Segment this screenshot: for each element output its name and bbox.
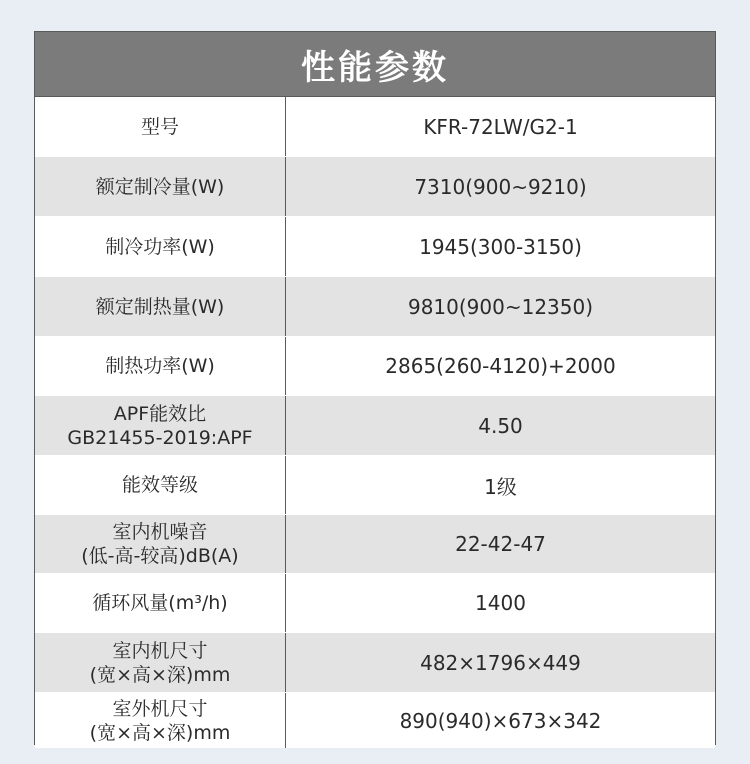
table-row — [35, 97, 715, 157]
row-value: 1400 — [475, 591, 526, 615]
label-line: 制热功率(W) — [105, 355, 215, 377]
label-line: APF能效比 — [113, 402, 207, 425]
label-line: 室外机尺寸 — [112, 697, 208, 720]
table-row — [35, 456, 715, 515]
table-row — [35, 277, 715, 337]
row-value: 22-42-47 — [455, 532, 546, 556]
table-title: 性能参数 — [35, 32, 715, 97]
table-row — [35, 396, 715, 456]
table-row — [35, 693, 715, 748]
label-line: (宽×高×深)mm — [89, 663, 231, 686]
row-label — [35, 337, 286, 395]
spec-table — [34, 31, 716, 745]
row-label — [35, 97, 286, 156]
row-value: 7310(900~9210) — [414, 174, 587, 199]
row-value: 1级 — [484, 474, 517, 499]
row-label — [35, 693, 286, 748]
table-row — [35, 337, 715, 396]
row-value: 482×1796×449 — [420, 650, 581, 675]
label-line: 室内机噪音 — [112, 521, 208, 543]
row-value: 890(940)×673×342 — [399, 708, 602, 733]
label-line: (低-高-较高)dB(A) — [81, 545, 239, 567]
row-value: KFR-72LW/G2-1 — [423, 114, 578, 139]
label-line: 室内机尺寸 — [112, 639, 208, 662]
label-line: 循环风量(m³/h) — [92, 592, 228, 614]
row-label — [35, 157, 286, 216]
row-value: 9810(900~12350) — [407, 294, 594, 319]
row-label — [35, 633, 286, 692]
row-value: 2865(260-4120)+2000 — [385, 354, 616, 378]
label-line: 型号 — [140, 115, 179, 138]
label-line: 制冷功率(W) — [105, 235, 215, 258]
table-row — [35, 217, 715, 277]
label-line: 能效等级 — [121, 474, 198, 496]
row-label — [35, 456, 286, 514]
label-line: 额定制冷量(W) — [95, 175, 225, 198]
table-row — [35, 574, 715, 633]
row-label — [35, 396, 286, 455]
table-row — [35, 157, 715, 217]
row-label — [35, 277, 286, 336]
row-label — [35, 574, 286, 632]
label-line: (宽×高×深)mm — [89, 721, 231, 744]
table-row — [35, 515, 715, 574]
label-line: 额定制热量(W) — [95, 295, 225, 318]
table-row — [35, 633, 715, 693]
row-label — [35, 217, 286, 276]
row-value: 4.50 — [478, 413, 523, 438]
row-value: 1945(300-3150) — [419, 234, 582, 259]
row-label — [35, 515, 286, 573]
label-line: GB21455-2019:APF — [67, 426, 253, 449]
